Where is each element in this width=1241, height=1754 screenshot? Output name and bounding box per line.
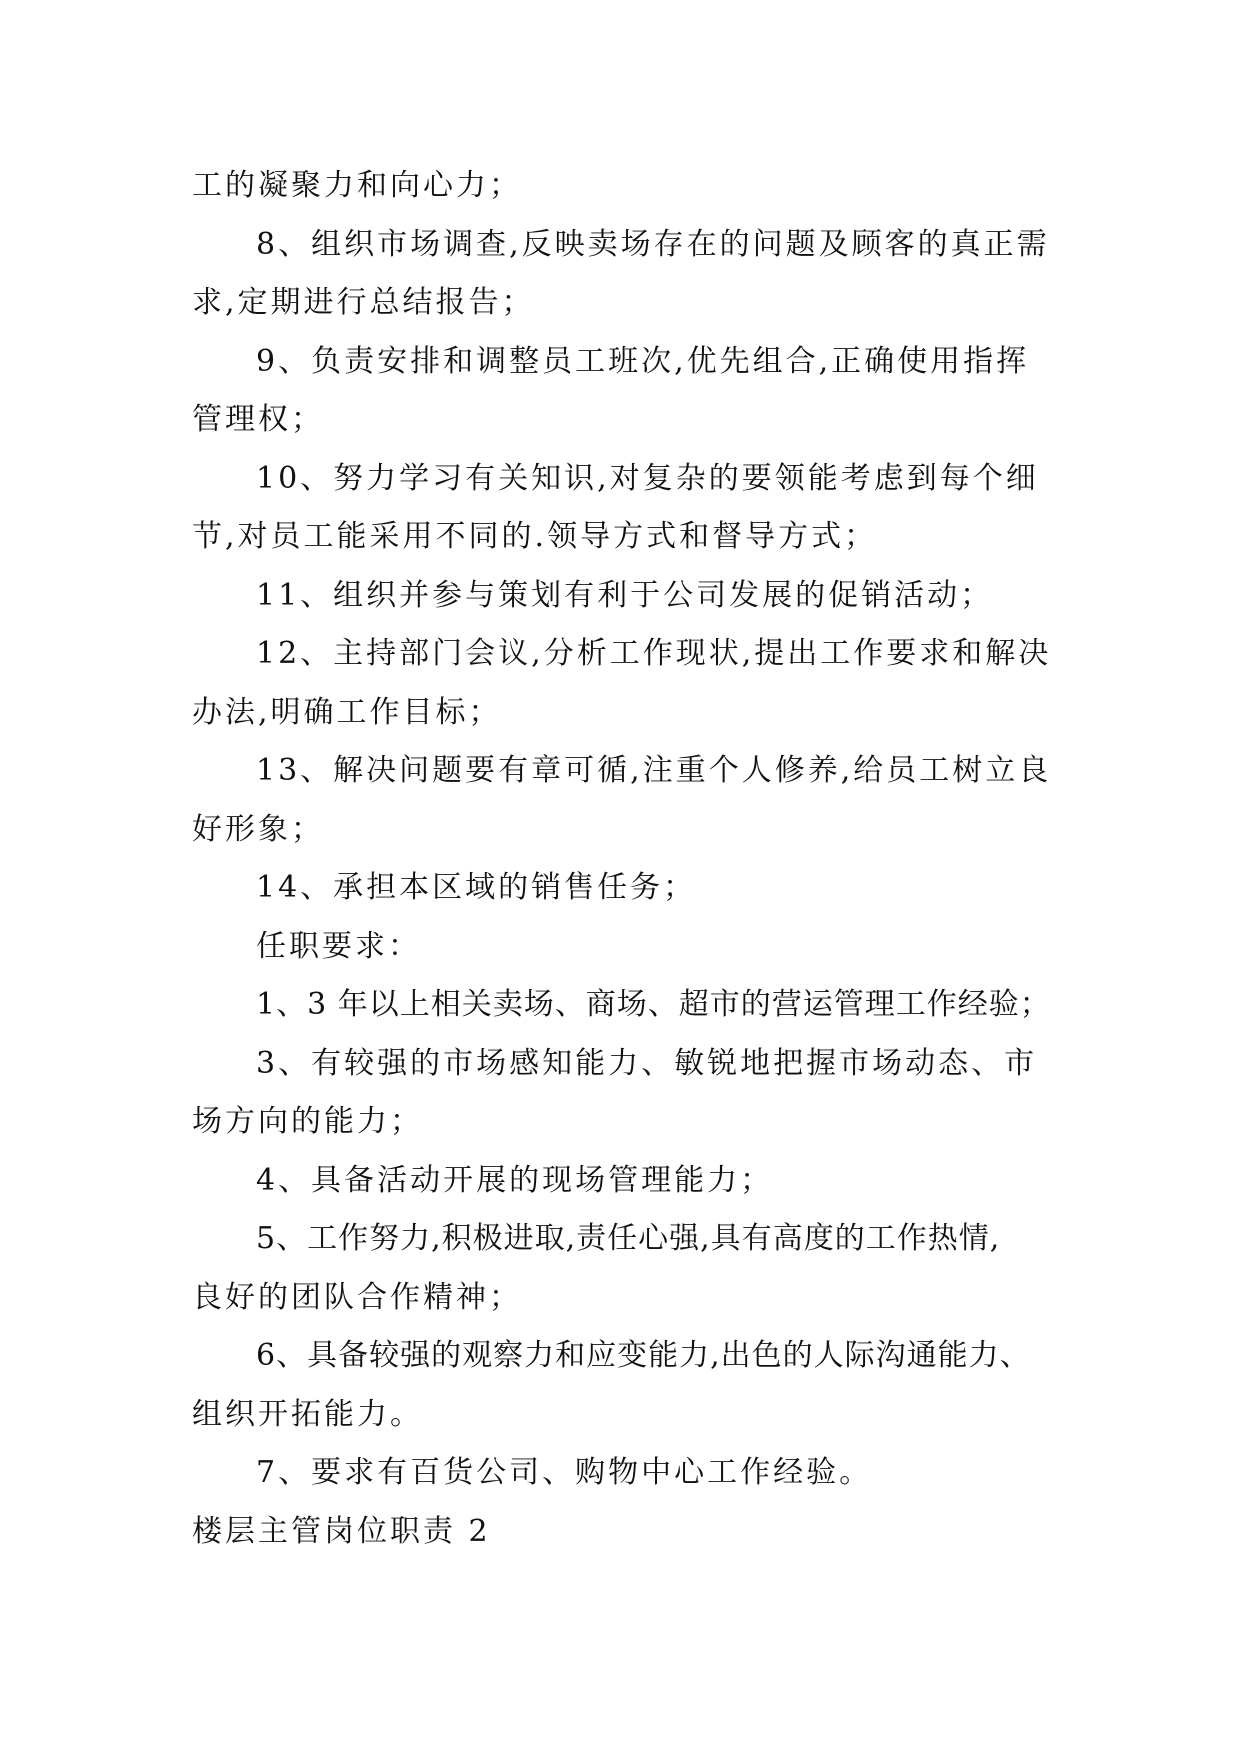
text-line: 1、3 年以上相关卖场、商场、超市的营运管理工作经验；	[256, 987, 1051, 1022]
text-line: 5、工作努力,积极进取,责任心强,具有高度的工作热情,	[256, 1221, 1001, 1256]
text-line: 求,定期进行总结报告；	[192, 285, 535, 320]
text-line: 7、要求有百货公司、购物中心工作经验。	[256, 1455, 873, 1490]
document-body	[192, 157, 1052, 1561]
text-line: 8、组织市场调查,反映卖场存在的问题及顾客的真正需	[256, 226, 1050, 262]
text-line: 11、组织并参与策划有利于公司发展的促销活动；	[256, 577, 994, 613]
text-line: 14、承担本区域的销售任务；	[256, 870, 697, 905]
text-line: 办法,明确工作目标；	[192, 694, 502, 730]
text-line: 场方向的能力；	[192, 1104, 423, 1139]
text-line: 管理权；	[192, 402, 324, 437]
text-line: 好形象；	[192, 811, 324, 847]
text-line: 3、有较强的市场感知能力、敏锐地把握市场动态、市	[256, 1045, 1038, 1081]
text-line: 12、主持部门会议,分析工作现状,提出工作要求和解决	[256, 636, 1052, 671]
text-line: 节,对员工能采用不同的.领导方式和督导方式；	[192, 519, 878, 554]
text-line: 良好的团队合作精神；	[192, 1279, 522, 1315]
text-line: 13、解决问题要有章可循,注重个人修养,给员工树立良	[256, 753, 1052, 788]
text-line: 4、具备活动开展的现场管理能力；	[256, 1162, 774, 1198]
text-line: 10、努力学习有关知识,对复杂的要领能考虑到每个细	[256, 460, 1039, 496]
section-title: 楼层主管岗位职责 2	[192, 1513, 491, 1549]
text-line: 6、具备较强的观察力和应变能力,出色的人际沟通能力、	[256, 1338, 1031, 1373]
section-heading: 任职要求：	[256, 928, 421, 964]
text-line: 工的凝聚力和向心力；	[192, 168, 522, 203]
text-line: 组织开拓能力。	[192, 1396, 423, 1432]
text-line: 9、负责安排和调整员工班次,优先组合,正确使用指挥	[256, 343, 1030, 379]
